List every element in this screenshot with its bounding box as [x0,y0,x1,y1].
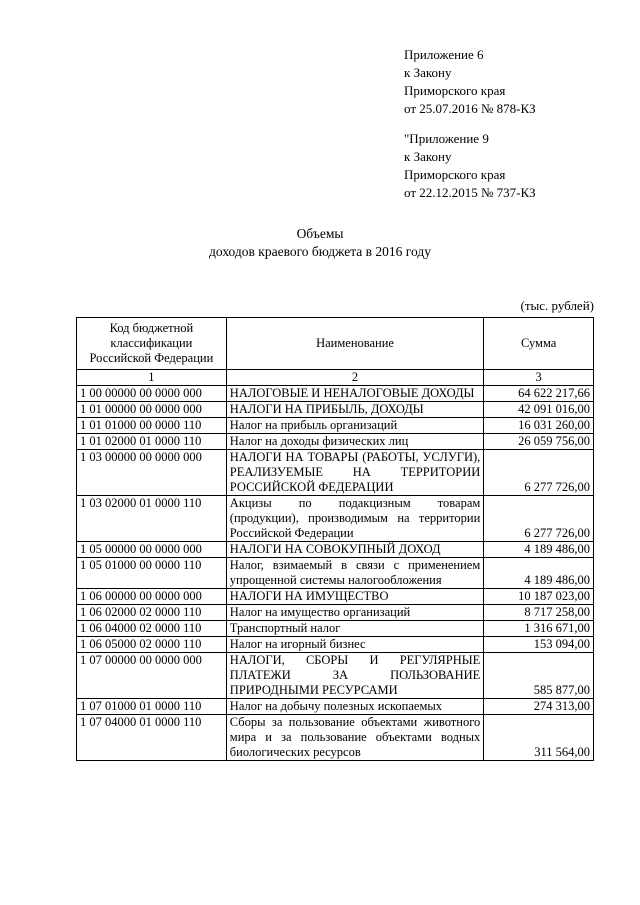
table-body [77,386,594,761]
row-code: 1 07 04000 01 0000 110 [77,715,227,761]
revenue-table [76,317,594,761]
row-code: 1 06 00000 00 0000 000 [77,589,227,605]
header-code: Код бюджетной классификации Российской Федерации [77,318,227,370]
appendix-line: Приморского края [404,83,506,98]
row-name: Налог, взимаемый в связи с применением упрощенной системы налогообложения [226,558,483,589]
row-code: 1 07 00000 00 0000 000 [77,653,227,699]
row-name: Налог на имущество организаций [226,605,483,621]
table-row [77,653,594,699]
table-row [77,715,594,761]
row-name: Акцизы по подакцизным товарам (продукции), производимым на территории Российской Федерации [226,496,483,542]
row-name: Налог на добычу полезных ископаемых [226,699,483,715]
row-sum: 42 091 016,00 [484,402,594,418]
table-row [77,621,594,637]
row-sum: 153 094,00 [484,637,594,653]
row-sum: 4 189 486,00 [484,558,594,589]
table-row [77,418,594,434]
row-code: 1 01 02000 01 0000 110 [77,434,227,450]
document-title: Объемы [296,226,344,241]
appendix-9-header [404,130,536,202]
row-name: НАЛОГИ, СБОРЫ И РЕГУЛЯРНЫЕ ПЛАТЕЖИ ЗА ПОЛЬЗОВАНИЕ ПРИРОДНЫМИ РЕСУРСАМИ [226,653,483,699]
row-name: Налог на доходы физических лиц [226,434,483,450]
table-row [77,605,594,621]
row-name: Сборы за пользование объектами животного мира и за пользование объектами водных биологических ресурсов [226,715,483,761]
table-row [77,434,594,450]
row-code: 1 03 00000 00 0000 000 [77,450,227,496]
row-sum: 8 717 258,00 [484,605,594,621]
row-name: Налог на игорный бизнес [226,637,483,653]
row-code: 1 05 00000 00 0000 000 [77,542,227,558]
row-code: 1 06 02000 02 0000 110 [77,605,227,621]
table-row [77,496,594,542]
row-sum: 585 877,00 [484,653,594,699]
document-subtitle: доходов краевого бюджета в 2016 году [209,244,431,259]
table-row [77,558,594,589]
row-name: НАЛОГИ НА ТОВАРЫ (РАБОТЫ, УСЛУГИ), РЕАЛИЗУЕМЫЕ НА ТЕРРИТОРИИ РОССИЙСКОЙ ФЕДЕРАЦИИ [226,450,483,496]
row-sum: 10 187 023,00 [484,589,594,605]
table-row [77,386,594,402]
table-row [77,699,594,715]
table-row [77,450,594,496]
row-sum: 274 313,00 [484,699,594,715]
row-name: НАЛОГИ НА ПРИБЫЛЬ, ДОХОДЫ [226,402,483,418]
row-sum: 6 277 726,00 [484,450,594,496]
table-row [77,637,594,653]
row-name: Налог на прибыль организаций [226,418,483,434]
row-sum: 4 189 486,00 [484,542,594,558]
appendix-line: от 22.12.2015 № 737-КЗ [404,185,536,200]
table-row [77,542,594,558]
header-name: Наименование [226,318,483,370]
column-number: 3 [484,370,594,386]
appendix-line: к Закону [404,149,452,164]
appendix-line: от 25.07.2016 № 878-КЗ [404,101,536,116]
row-code: 1 03 02000 01 0000 110 [77,496,227,542]
table-header-row [77,318,594,370]
table-row [77,589,594,605]
row-name: НАЛОГИ НА СОВОКУПНЫЙ ДОХОД [226,542,483,558]
appendix-line: к Закону [404,65,452,80]
appendix-line: Приморского края [404,167,506,182]
row-sum: 1 316 671,00 [484,621,594,637]
row-name: НАЛОГОВЫЕ И НЕНАЛОГОВЫЕ ДОХОДЫ [226,386,483,402]
column-number: 1 [77,370,227,386]
row-sum: 16 031 260,00 [484,418,594,434]
table-row [77,402,594,418]
row-code: 1 01 00000 00 0000 000 [77,402,227,418]
appendix-line: Приложение 6 [404,47,484,62]
appendix-6-header [404,46,536,118]
row-code: 1 05 01000 00 0000 110 [77,558,227,589]
column-number-row [77,370,594,386]
units-label: (тыс. рублей) [520,298,594,313]
header-sum: Сумма [484,318,594,370]
row-sum: 64 622 217,66 [484,386,594,402]
row-code: 1 01 01000 00 0000 110 [77,418,227,434]
row-sum: 26 059 756,00 [484,434,594,450]
row-name: Транспортный налог [226,621,483,637]
column-number: 2 [226,370,483,386]
row-sum: 311 564,00 [484,715,594,761]
row-code: 1 06 05000 02 0000 110 [77,637,227,653]
row-name: НАЛОГИ НА ИМУЩЕСТВО [226,589,483,605]
row-code: 1 07 01000 01 0000 110 [77,699,227,715]
row-sum: 6 277 726,00 [484,496,594,542]
appendix-line: "Приложение 9 [404,131,489,146]
row-code: 1 00 00000 00 0000 000 [77,386,227,402]
row-code: 1 06 04000 02 0000 110 [77,621,227,637]
